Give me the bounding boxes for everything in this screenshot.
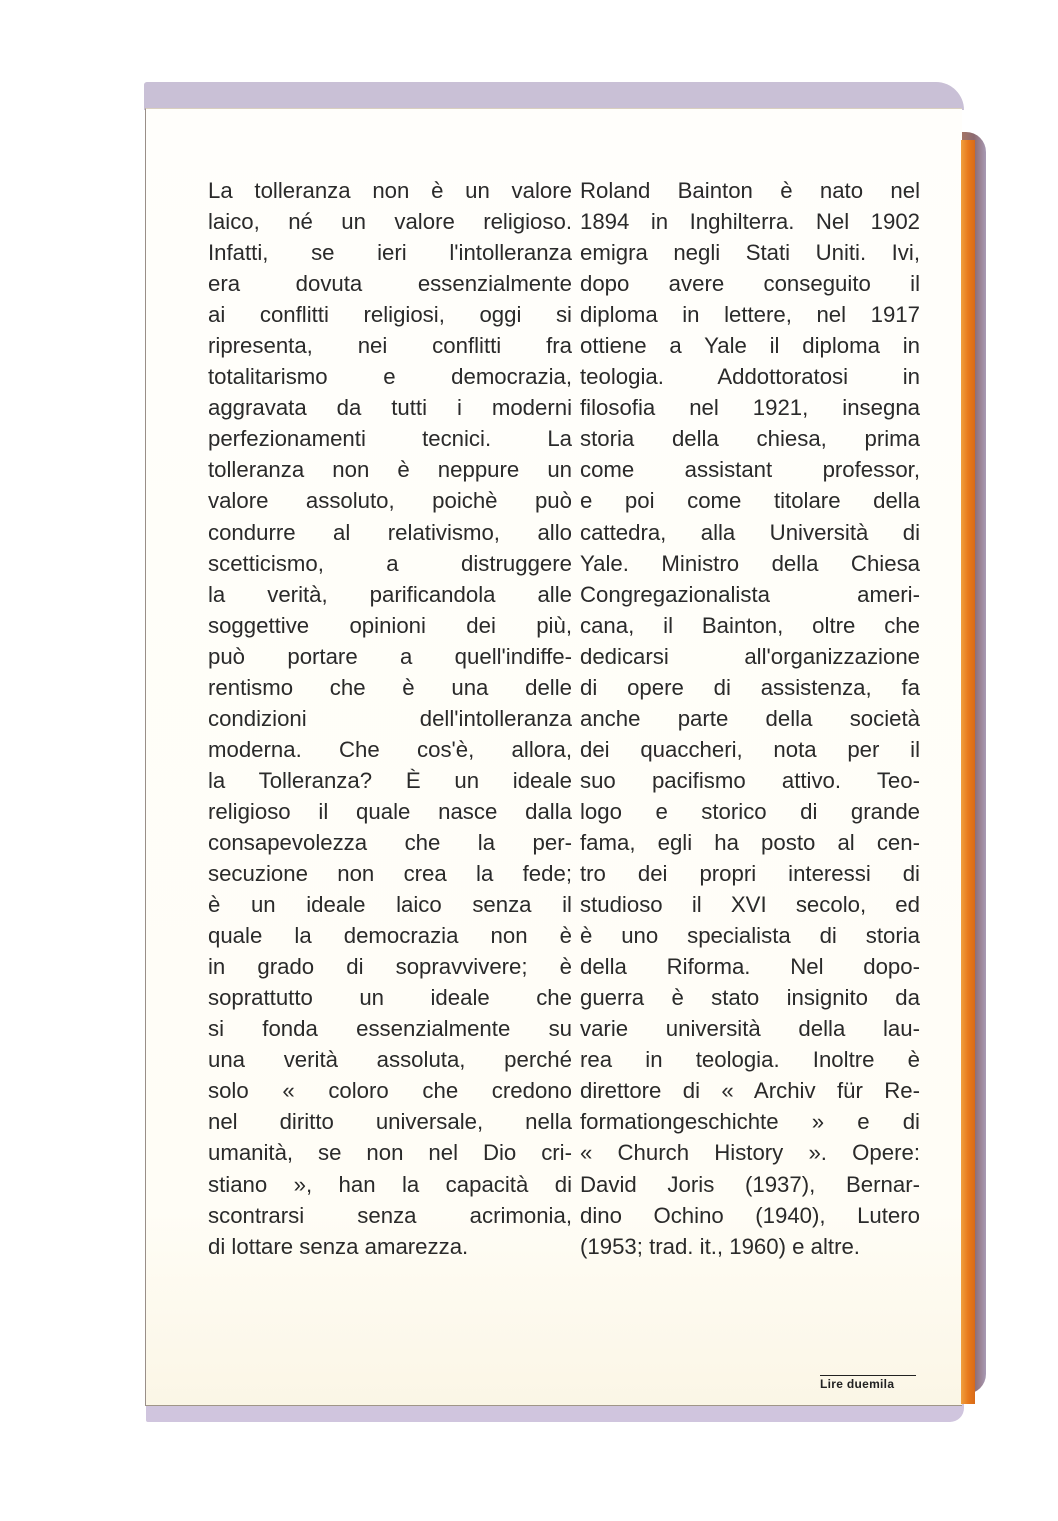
bio-line: guerra è stato insignito da [580, 985, 920, 1011]
blurb-line: nel diritto universale, nella [208, 1109, 572, 1135]
blurb-line: ripresenta, nei conflitti fra [208, 333, 572, 359]
blurb-column [208, 175, 572, 1262]
blurb-line: totalitarismo e democrazia, [208, 364, 572, 390]
blurb-line: una verità assoluta, perché [208, 1047, 572, 1073]
blurb-line: può portare a quell'indiffe- [208, 643, 572, 669]
bio-line: e poi come titolare della [580, 488, 920, 514]
bio-line: dino Ochino (1940), Lutero [580, 1202, 920, 1228]
blurb-line: stiano », han la capacità di [208, 1171, 572, 1197]
blurb-line: tolleranza non è neppure un [208, 457, 572, 483]
blurb-line: consapevolezza che la per- [208, 829, 572, 855]
blurb-line: soggettive opinioni dei più, [208, 612, 572, 638]
bio-line: Roland Bainton è nato nel [580, 178, 920, 203]
bio-line: tro dei propri interessi di [580, 861, 920, 887]
bio-line: studioso il XVI secolo, ed [580, 892, 920, 918]
blurb-line: valore assoluto, poichè può [208, 488, 572, 514]
blurb-line: La tolleranza non è un valore [208, 178, 572, 203]
bio-line: dei quaccheri, nota per il [580, 736, 920, 762]
blurb-line: è un ideale laico senza il [208, 892, 572, 918]
bio-line: dopo avere conseguito il [580, 271, 920, 297]
blurb-line: scontrarsi senza acrimonia, [208, 1202, 572, 1228]
blurb-line: solo « coloro che credono [208, 1078, 572, 1104]
bio-line: emigra negli Stati Uniti. Ivi, [580, 240, 920, 266]
blurb-line: condizioni dell'intolleranza [208, 705, 572, 731]
page-edge-top [144, 82, 964, 110]
bio-line: come assistant professor, [580, 457, 920, 483]
blurb-line: si fonda essenzialmente su [208, 1016, 572, 1042]
blurb-line: secuzione non crea la fede; [208, 861, 572, 887]
bio-line: cattedra, alla Università di [580, 519, 920, 545]
bio-line: dedicarsi all'organizzazione [580, 643, 920, 669]
bio-line: della Riforma. Nel dopo- [580, 954, 920, 980]
blurb-line: era dovuta essenzialmente [208, 271, 572, 297]
blurb-line: la verità, parificandola alle [208, 581, 572, 607]
book-back-cover [140, 82, 988, 1422]
bio-line: anche parte della società [580, 705, 920, 731]
bio-line: suo pacifismo attivo. Teo- [580, 767, 920, 793]
cover-panel [145, 108, 962, 1406]
bio-line: David Joris (1937), Bernar- [580, 1171, 920, 1197]
blurb-line: ai conflitti religiosi, oggi si [208, 302, 572, 328]
bio-line: formationgeschichte » e di [580, 1109, 920, 1135]
blurb-line: aggravata da tutti i moderni [208, 395, 572, 421]
blurb-line: in grado di sopravvivere; è [208, 954, 572, 980]
bio-line: 1894 in Inghilterra. Nel 1902 [580, 209, 920, 235]
bio-line: storia della chiesa, prima [580, 426, 920, 452]
bio-line: « Church History ». Opere: [580, 1140, 920, 1166]
blurb-line: rentismo che è una delle [208, 674, 572, 700]
blurb-line: perfezionamenti tecnici. La [208, 426, 572, 452]
blurb-line: religioso il quale nasce dalla [208, 798, 572, 824]
bio-line: (1953; trad. it., 1960) e altre. [580, 1233, 860, 1259]
blurb-line: quale la democrazia non è [208, 923, 572, 949]
blurb-line: laico, né un valore religioso. [208, 209, 572, 235]
blurb-line: moderna. Che cos'è, allora, [208, 736, 572, 762]
bio-line: direttore di « Archiv für Re- [580, 1078, 920, 1104]
bio-line: rea in teologia. Inoltre è [580, 1047, 920, 1073]
blurb-line: la Tolleranza? È un ideale [208, 767, 572, 793]
blurb-line: umanità, se non nel Dio cri- [208, 1140, 572, 1166]
bio-line: Congregazionalista ameri- [580, 581, 920, 607]
bio-line: ottiene a Yale il diploma in [580, 333, 920, 359]
blurb-line: scetticismo, a distruggere [208, 550, 572, 576]
author-bio-column [580, 175, 920, 1262]
price-label: Lire duemila [820, 1375, 916, 1391]
bio-line: di opere di assistenza, fa [580, 674, 920, 700]
bio-line: teologia. Addottoratosi in [580, 364, 920, 390]
bio-line: fama, egli ha posto al cen- [580, 829, 920, 855]
bio-line: cana, il Bainton, oltre che [580, 612, 920, 638]
bio-line: è uno specialista di storia [580, 923, 920, 949]
bio-line: varie università della lau- [580, 1016, 920, 1042]
blurb-line: condurre al relativismo, allo [208, 519, 572, 545]
blurb-line: soprattutto un ideale che [208, 985, 572, 1011]
blurb-line: di lottare senza amarezza. [208, 1233, 469, 1259]
blurb-line: Infatti, se ieri l'intolleranza [208, 240, 572, 266]
bio-line: diploma in lettere, nel 1917 [580, 302, 920, 328]
bio-line: Yale. Ministro della Chiesa [580, 550, 920, 576]
orange-spine-stripe [961, 140, 975, 1404]
bio-line: filosofia nel 1921, insegna [580, 395, 920, 421]
bio-line: logo e storico di grande [580, 798, 920, 824]
